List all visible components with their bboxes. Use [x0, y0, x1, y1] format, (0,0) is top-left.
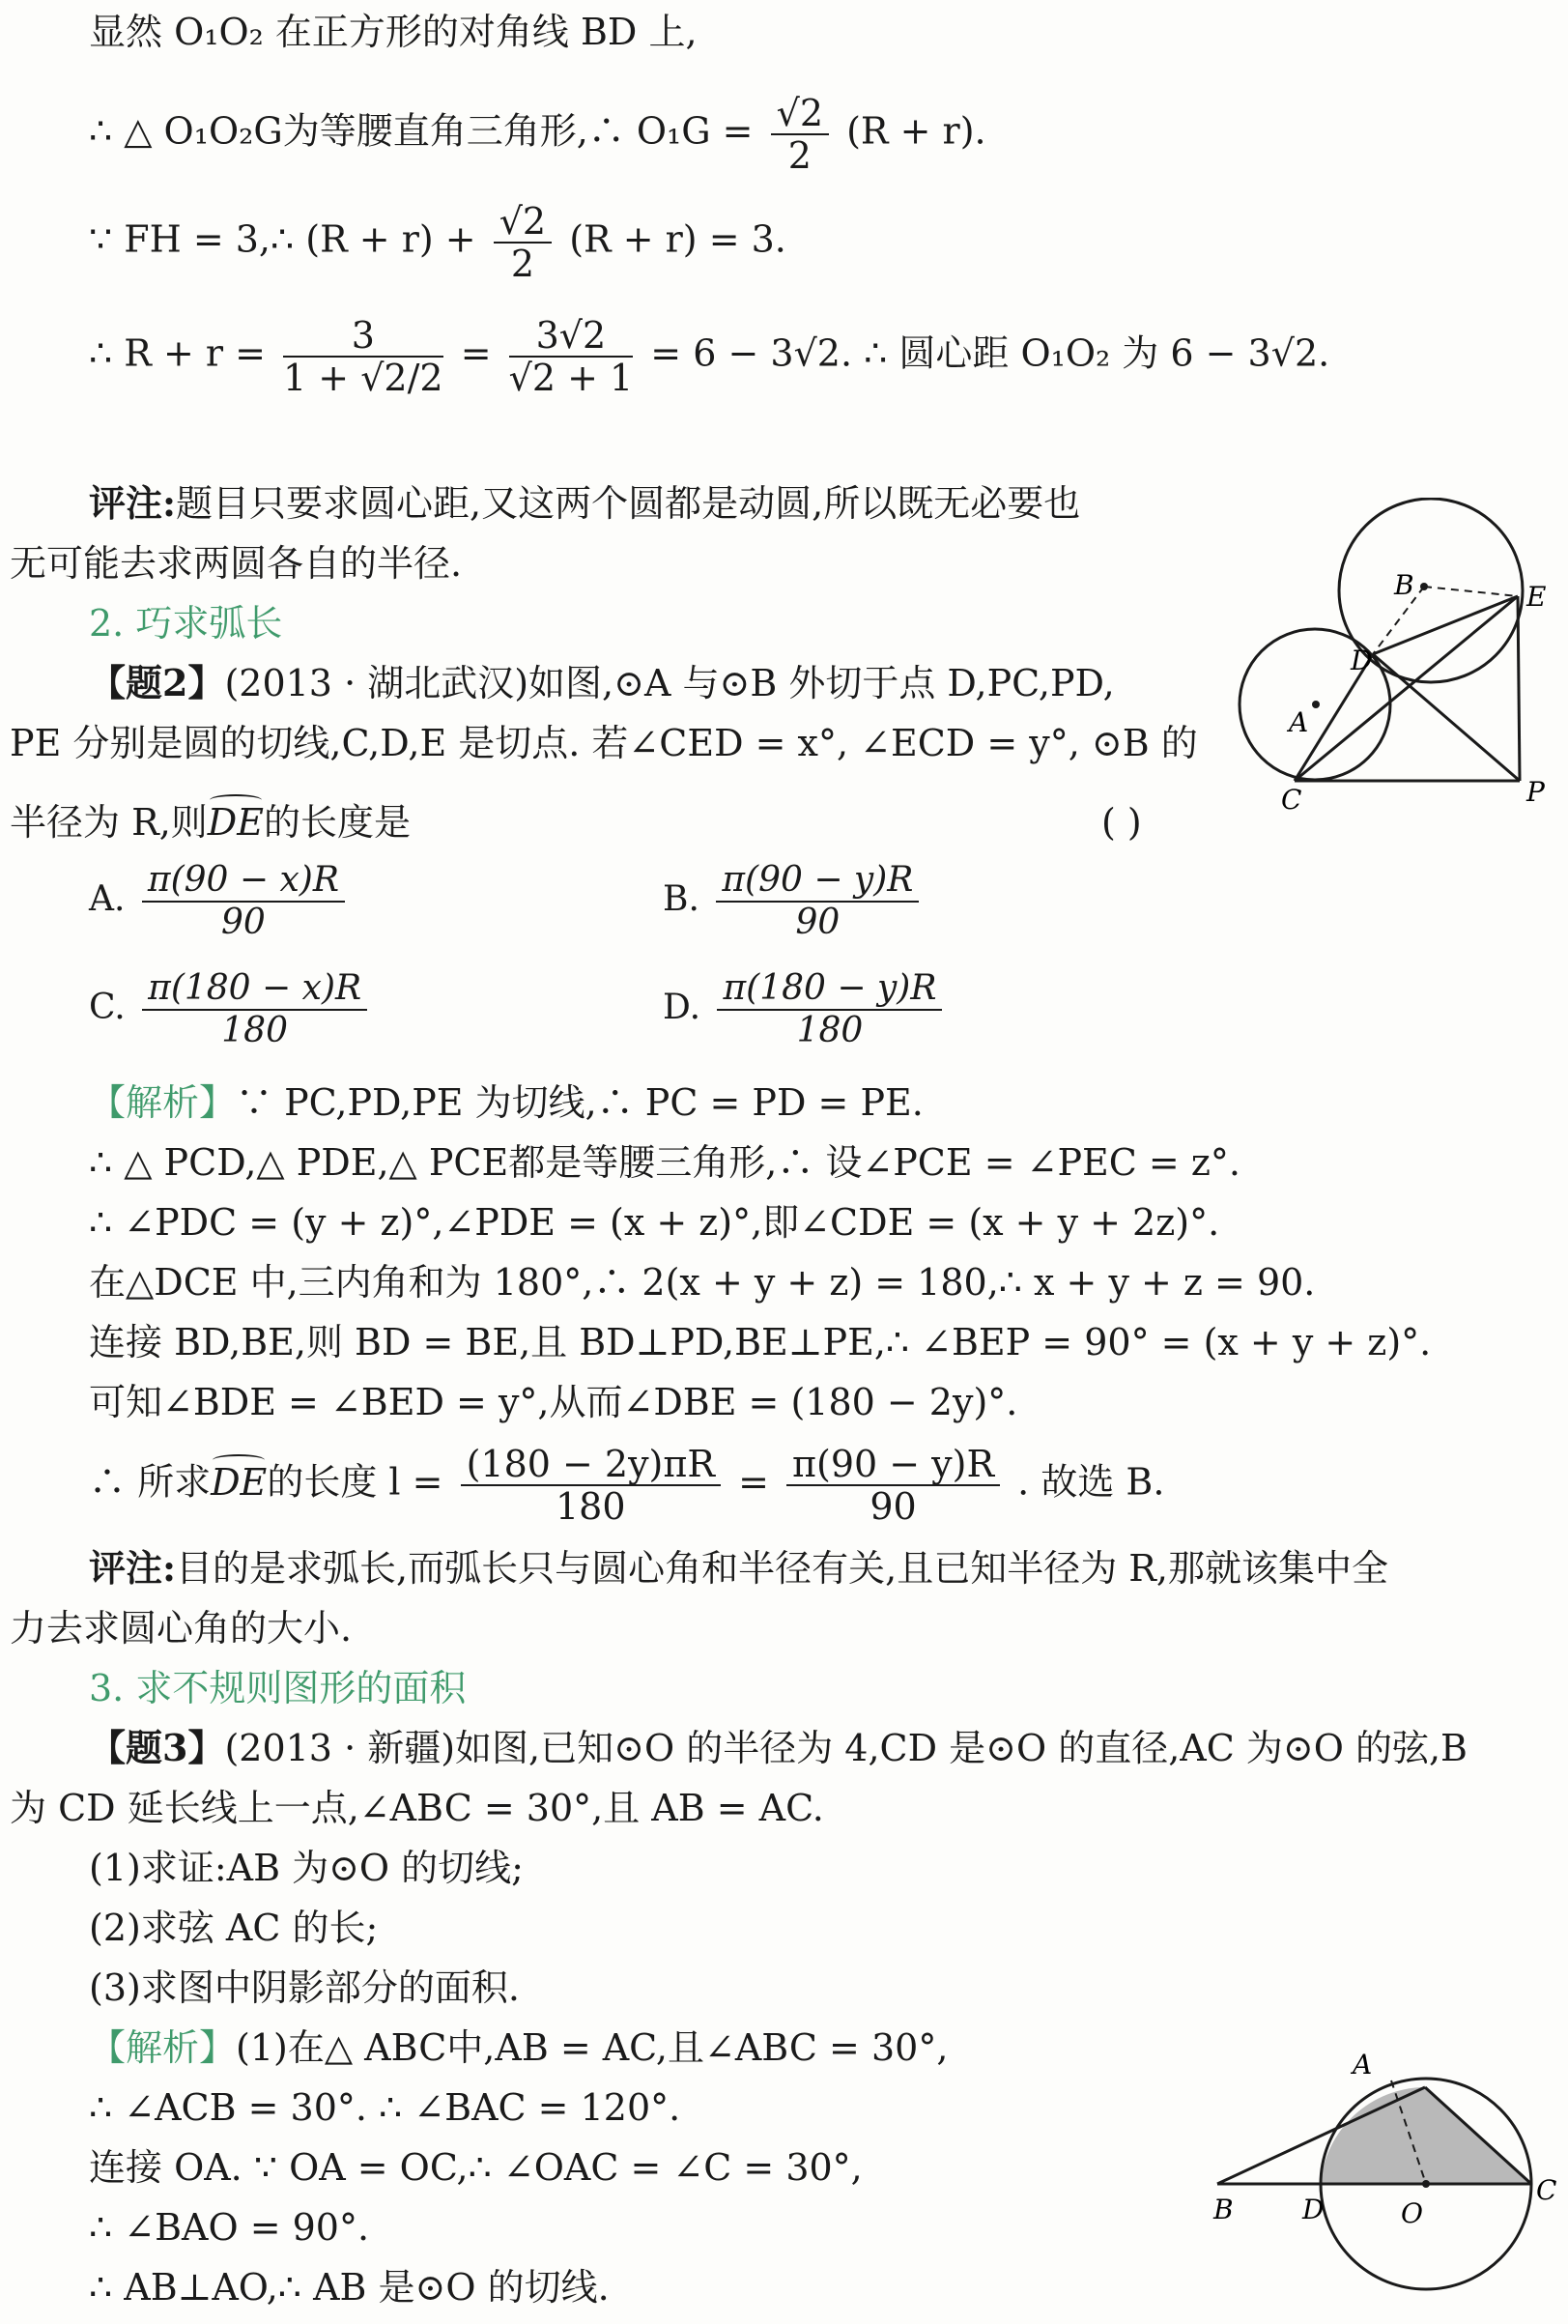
fraction [717, 968, 942, 1051]
denominator: 180 [796, 1011, 864, 1050]
fraction [716, 860, 919, 943]
center-a-dot [1312, 701, 1320, 708]
text: ∴ 所求 [89, 1460, 212, 1504]
question-1: (1)求证:AB 为⊙O 的切线; [89, 1847, 524, 1889]
text: (2013 · 湖北武汉)如图,⊙A 与⊙B 外切于点 D,PC,PD, [224, 662, 1115, 704]
denominator: 90 [870, 1485, 917, 1528]
text-line [10, 800, 411, 845]
denominator: 90 [221, 903, 266, 942]
numerator: √2 [494, 201, 552, 244]
denominator: 2 [510, 243, 534, 285]
text-line: PE 分别是圆的切线,C,D,E 是切点. 若∠CED = x°, ∠ECD = y°, ⊙B 的 [10, 722, 1198, 764]
arc-symbol: DE [207, 801, 264, 844]
numerator: π(90 − y)R [786, 1444, 1000, 1486]
text-line: 为 CD 延长线上一点,∠ABC = 30°,且 AB = AC. [10, 1787, 824, 1829]
shaded-region [1321, 2087, 1531, 2184]
line-de [1373, 596, 1518, 654]
denominator: 90 [795, 903, 841, 942]
label-e: E [1526, 581, 1547, 613]
comment-label: 评注: [89, 481, 177, 525]
question-3: (3)求图中阴影部分的面积. [89, 1966, 520, 2009]
solution-line [89, 2025, 948, 2070]
text: 目的是求弧长,而弧长只与圆心角和半径有关,且已知半径为 R,那就该集中全 [176, 1547, 1388, 1590]
problem-label: 【题3】 [89, 1726, 225, 1769]
option-c[interactable] [89, 968, 373, 1051]
text: = [738, 1460, 769, 1504]
option-letter: A. [89, 879, 126, 919]
fraction [509, 315, 634, 398]
solution-label: 【解析】 [89, 2026, 237, 2069]
label-c: C [1536, 2174, 1557, 2206]
option-letter: C. [89, 988, 126, 1027]
text-line: 连接 BD,BE,则 BD = BE,且 BD⊥PD,BE⊥PE,∴ ∠BEP = 90° = (x + y + z)°. [89, 1321, 1432, 1363]
label-b: B [1213, 2194, 1234, 2225]
label-b: B [1394, 569, 1414, 601]
denominator: 180 [221, 1011, 288, 1050]
text-line: ∴ △ PCD,△ PDE,△ PCE都是等腰三角形,∴ 设∠PCE = ∠PEC = z°. [89, 1141, 1240, 1184]
text: 的长度是 [264, 801, 412, 844]
problem-label: 【题2】 [89, 661, 225, 704]
text: = [460, 331, 492, 375]
numerator: √2 [771, 93, 829, 135]
section-title: 3. 求不规则图形的面积 [89, 1667, 467, 1709]
section-title: 2. 巧求弧长 [89, 602, 283, 645]
text: 题目只要求圆心距,又这两个圆都是动圆,所以既无必要也 [176, 482, 1081, 525]
label-d: D [1351, 645, 1373, 676]
line-ce [1295, 596, 1518, 781]
label-d: D [1302, 2194, 1325, 2225]
label-a: A [1353, 2049, 1373, 2080]
label-c: C [1281, 784, 1302, 816]
text-line: 可知∠BDE = ∠BED = y°,从而∠DBE = (180 − 2y)°. [89, 1381, 1018, 1423]
line-ep [1518, 596, 1520, 781]
comment-label: 评注: [89, 1546, 177, 1590]
option-letter: B. [663, 879, 699, 919]
denominator: 1 + √2/2 [283, 357, 443, 399]
text-line: ∴ AB⊥AO,∴ AB 是⊙O 的切线. [89, 2266, 610, 2309]
text: 的长度 l = [267, 1460, 443, 1504]
text: (R + r). [846, 109, 986, 153]
comment-line [89, 481, 1080, 526]
center-b-dot [1420, 583, 1428, 590]
text-line: ∴ ∠ACB = 30°. ∴ ∠BAC = 120°. [89, 2086, 681, 2129]
solution-label: 【解析】 [89, 1081, 237, 1124]
text-line: ∴ ∠BAO = 90°. [89, 2206, 370, 2249]
text-line: 在△DCE 中,三内角和为 180°,∴ 2(x + y + z) = 180,∴ x + y + z = 90. [89, 1261, 1316, 1304]
problem-line [89, 661, 1115, 705]
numerator: π(180 − y)R [717, 968, 942, 1011]
formula-line [89, 315, 1329, 398]
numerator: π(90 − y)R [716, 860, 919, 903]
problem-line [89, 1726, 1468, 1770]
label-a: A [1289, 706, 1309, 738]
solution-line [89, 1080, 924, 1125]
text-line: 力去求圆心角的大小. [10, 1607, 353, 1650]
text: 半径为 R,则 [10, 801, 208, 844]
text: ∵ PC,PD,PE 为切线,∴ PC = PD = PE. [236, 1081, 924, 1124]
text: ∴ △ O₁O₂G为等腰直角三角形,∴ O₁G = [89, 109, 754, 153]
option-letter: D. [663, 988, 701, 1027]
fraction [142, 860, 345, 943]
fraction [786, 1444, 1000, 1527]
formula-line [89, 1444, 1164, 1527]
option-d[interactable] [663, 968, 948, 1051]
formula-line [89, 93, 986, 176]
numerator: 3 [283, 315, 443, 358]
text: = 6 − 3√2. ∴ 圆心距 O₁O₂ 为 6 − 3√2. [650, 331, 1330, 375]
option-a[interactable] [89, 860, 351, 943]
question-2: (2)求弦 AC 的长; [89, 1907, 379, 1949]
text: ∴ R + r = [89, 331, 266, 375]
fraction [142, 968, 367, 1051]
numerator: π(180 − x)R [142, 968, 367, 1011]
answer-paren: ( ) [1101, 801, 1142, 844]
text: (1)在△ ABC中,AB = AC,且∠ABC = 30°, [236, 2026, 949, 2069]
label-p: P [1526, 776, 1545, 808]
tangent-circles-figure [1237, 498, 1555, 817]
fraction [461, 1444, 721, 1527]
text-line: 无可能去求两圆各自的半径. [10, 542, 463, 585]
text: (R + r) = 3. [569, 217, 786, 261]
circle-tangent-figure [1208, 2039, 1565, 2319]
fraction [494, 201, 552, 284]
label-o: O [1401, 2197, 1423, 2229]
line-be [1424, 587, 1518, 596]
text: ∵ FH = 3,∴ (R + r) + [89, 217, 476, 261]
arc-symbol: DE [211, 1460, 268, 1504]
text: . 故选 B. [1017, 1460, 1165, 1504]
comment-line [89, 1546, 1388, 1591]
text-line: ∴ ∠PDC = (y + z)°,∠PDE = (x + z)°,即∠CDE = (x + y + 2z)°. [89, 1201, 1220, 1244]
formula-line [89, 201, 786, 284]
line-dp [1373, 654, 1520, 781]
option-b[interactable] [663, 860, 925, 943]
text-line: 显然 O₁O₂ 在正方形的对角线 BD 上, [89, 11, 698, 53]
center-o-dot [1422, 2180, 1430, 2188]
denominator: 2 [787, 134, 812, 177]
text: (2013 · 新疆)如图,已知⊙O 的半径为 4,CD 是⊙O 的直径,AC 为⊙O 的弦,B [224, 1727, 1468, 1769]
fraction [283, 315, 443, 398]
fraction [771, 93, 829, 176]
denominator: √2 + 1 [508, 357, 634, 399]
numerator: (180 − 2y)πR [461, 1444, 721, 1486]
text-line: 连接 OA. ∵ OA = OC,∴ ∠OAC = ∠C = 30°, [89, 2146, 863, 2189]
numerator: 3√2 [509, 315, 634, 358]
numerator: π(90 − x)R [142, 860, 345, 903]
denominator: 180 [556, 1485, 626, 1528]
